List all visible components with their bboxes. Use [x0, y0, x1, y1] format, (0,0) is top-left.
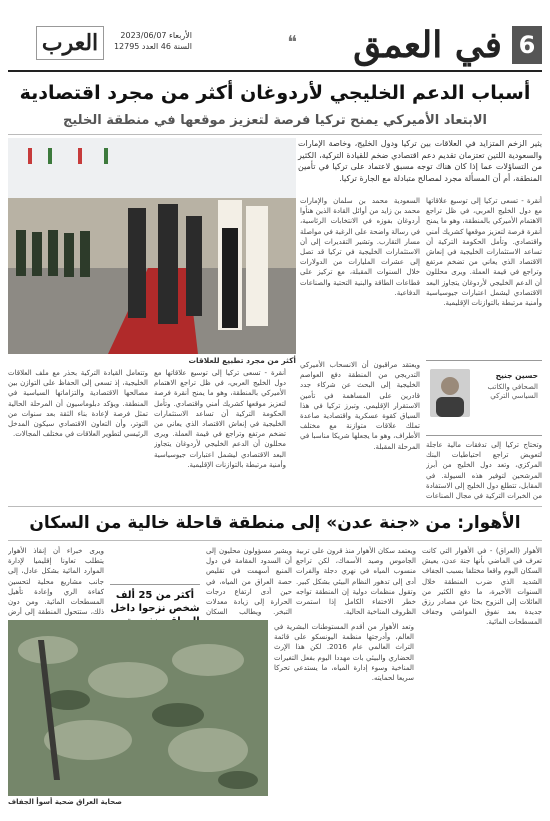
- divider: [8, 134, 542, 135]
- article2-pullquote: أكثر من 25 ألف شخص نزحوا داخل: [110, 584, 200, 660]
- article1-photo-caption: أكثر من مجرد تطبيع للعلاقات: [188, 356, 296, 365]
- quote-mark-icon: ❝: [287, 32, 297, 53]
- divider: [8, 506, 542, 507]
- article2-photo-caption: صحاية العراق ضحية أسوأ الجفاف: [8, 798, 122, 806]
- article2-col5: وتعد الأهوار من أقدم المستوطنات البشرية في العالم، وأدرجتها منظمة اليونسكو على قائمة التراث العالمي عام 2016. لكن هذا الإرث الحضاري والبيئي بات مهددا اليوم بفعل التغيرات المناخية وسوء إدارة المياه، ما يستدعي تحركا سريعا لحمايته.: [274, 623, 414, 683]
- article1-col3: وتحتاج تركيا إلى تدفقات مالية عاجلة لتعويض تراجع احتياطيات البنك المركزي، وتعد دول الخليج من أبرز المرشحين لتوفير هذه السيولة. في المقابل، تتطلع دول الخليج إلى الاستفادة من الخبرات التركية في مجال الصناعات: [426, 441, 542, 501]
- page-number: 6: [512, 26, 542, 64]
- article1-headline: أسباب الدعم الخليجي لأردوغان أكثر من مجرد اقتصادية: [19, 82, 531, 104]
- article1-photo: [8, 138, 296, 354]
- issue-number: السنة 46 العدد 12795: [113, 42, 192, 51]
- author-box: [426, 360, 542, 436]
- article2-photo: [8, 620, 268, 796]
- article1-col5: وتتعامل القيادة التركية بحذر مع ملف العلاقات الخليجية، إذ تسعى إلى الحفاظ على التوازن بين مصالحها الاقتصادية والتزاماتها السياسية في المنطقة. ويؤكد دبلوماسيون أن المرحلة الحالية تمثل فرصة لإعادة بناء الثقة بعد سنوات من التوتر، وأن التعاون الاقتصادي سيكون المدخل الرئيسي لتطوير العلاقات في مختلف المجالات.: [8, 369, 148, 439]
- article1-intro: يثير الزخم المتزايد في العلاقات بين تركيا ودول الخليج، وخاصة الإمارات والسعودية اللتين تعتزمان تقديم دعم اقتصادي ضخم للقيادة التركية، الكثير من التساؤلات عما إذا كان هناك توجه مسبق لاعتماد على تركيا في تأمين المنطقة، أم أن المسألة مجرد لمصالح متبادلة مع الجارة تركيا.: [298, 139, 542, 183]
- author-name: حسين جنيح: [495, 371, 538, 380]
- author-portrait: [430, 369, 470, 417]
- author-avatar: [430, 369, 470, 417]
- article1-col6: أنقرة - تسعى تركيا إلى توسيع علاقاتها مع دول الخليج العربي، في ظل تراجع الاهتمام الأميركي بالمنطقة، وهو ما يمنح أنقرة فرصة لتعزيز موقعها كشريك أمني واقتصادي. وتأمل الحكومة التركية أن تساعد الاستثمارات الخليجية في إنعاش الاقتصاد الذي يعاني من تضخم مرتفع وتراجع في قيمة العملة. ويرى محللون أن الدعم الخليجي لأردوغان يتجاوز البعد الاقتصادي ليشمل اعتبارات جيوسياسية وأمنية مرتبطة بالتوازنات الإقليمية.: [154, 369, 286, 469]
- article1-subheadline: الابتعاد الأميركي يمنح تركيا فرصة لتعزيز موقعها في منطقة الخليج: [63, 113, 487, 128]
- newspaper-logo: العرب: [38, 28, 102, 58]
- article1-col1: أنقرة - تسعى تركيا إلى توسيع علاقاتها مع دول الخليج العربي، في ظل تراجع الاهتمام الأميركي بالمنطقة، وهو ما يمنح أنقرة فرصة لتعزيز موقعها كشريك أمني واقتصادي. وتأمل الحكومة التركية أن تساعد الاستثمارات الخليجية في إنعاش الاقتصاد الذي يعاني من تضخم مرتفع وتراجع في قيمة العملة. ويرى محللون أن الدعم الخليجي لأردوغان يتجاوز البعد الاقتصادي ليشمل اعتبارات جيوسياسية وأمنية مرتبطة بالتوازنات الإقليمية.: [426, 197, 542, 308]
- masthead: [8, 22, 542, 72]
- section-title: في العمق: [353, 24, 502, 66]
- article2-headline: الأهوار: من «جنة عدن» إلى منطقة قاحلة خالية من السكان: [29, 513, 521, 533]
- author-title: الصحافي والكاتب السياسي التركي: [487, 383, 538, 400]
- marsh-aerial-illustration: [8, 620, 268, 796]
- article2-col4: ويرى خبراء أن إنقاذ الأهوار يتطلب تعاونا إقليميا لإدارة الموارد المائية بشكل عادل، إلى جانب مشاريع محلية لتحسين كفاءة الري وإعادة تأهيل المسطحات المائية. ومن دون ذلك، ستتحول المنطقة إلى أرض: [8, 547, 104, 616]
- article2-col3: ويشير مسؤولون محليون إلى أن السدود المقامة في دول المنبع أسهمت في تقليص حصة العراق من المياه، في حين أدى ارتفاع درجات الحرارة إلى زيادة معدلات التبخر. ويطالب السكان: [206, 547, 292, 616]
- article2-col1: الأهوار (العراق) - في الأهوار التي كانت تعرف في الماضي بأنها جنة عدن، يعيش السكان اليوم واقعا مختلفا بسبب الجفاف الشديد الذي ضرب المنطقة خلال السنوات الأخيرة، ما دفع الكثير من العائلات إلى النزوح بحثا عن مصادر رزق جديدة بعد نفوق المواشي وجفاف المسطحات المائية.: [422, 547, 542, 627]
- date-info: [112, 30, 192, 52]
- article2-col2: ويعتمد سكان الأهوار منذ قرون على تربية الجاموس وصيد الأسماك، لكن تراجع منسوب المياه في نهري دجلة والفرات أدى إلى تدهور النظام البيئي بشكل كبير. وتقول منظمات دولية إن المنطقة تواجه خطر الاختفاء الكامل إذا استمرت الظروف المناخية الحالية.: [296, 547, 416, 616]
- issue-date: الأربعاء 2023/06/07: [120, 31, 192, 40]
- article1-col2: السعودية محمد بن سلمان والإمارات محمد بن زايد من أوائل القادة الذين هنأوا أردوغان بفوزه في الانتخابات الرئاسية، في رسالة واضحة على الرغبة في مواصلة مسار التقارب. وتشير التقديرات إلى أن الاستثمارات الخليجية في تركيا قد تصل إلى عشرات المليارات من الدولارات خلال السنوات المقبلة، مع تركيز على قطاعات الطاقة والبنية التحتية والصناعات الدفاعية.: [300, 197, 420, 297]
- article1-col4: ويعتقد مراقبون أن الانسحاب الأميركي التدريجي من المنطقة دفع العواصم الخليجية إلى البحث عن شركاء جدد قادرين على المساهمة في تأمين الاستقرار الإقليمي. وتبرز تركيا في هذا السياق كقوة عسكرية واقتصادية صاعدة تملك علاقات متوازنة مع مختلف الأطراف، وهو ما يجعلها شريكا مناسبا في المرحلة المقبلة.: [300, 361, 420, 451]
- photo-illustration: [8, 138, 296, 354]
- divider: [8, 540, 542, 541]
